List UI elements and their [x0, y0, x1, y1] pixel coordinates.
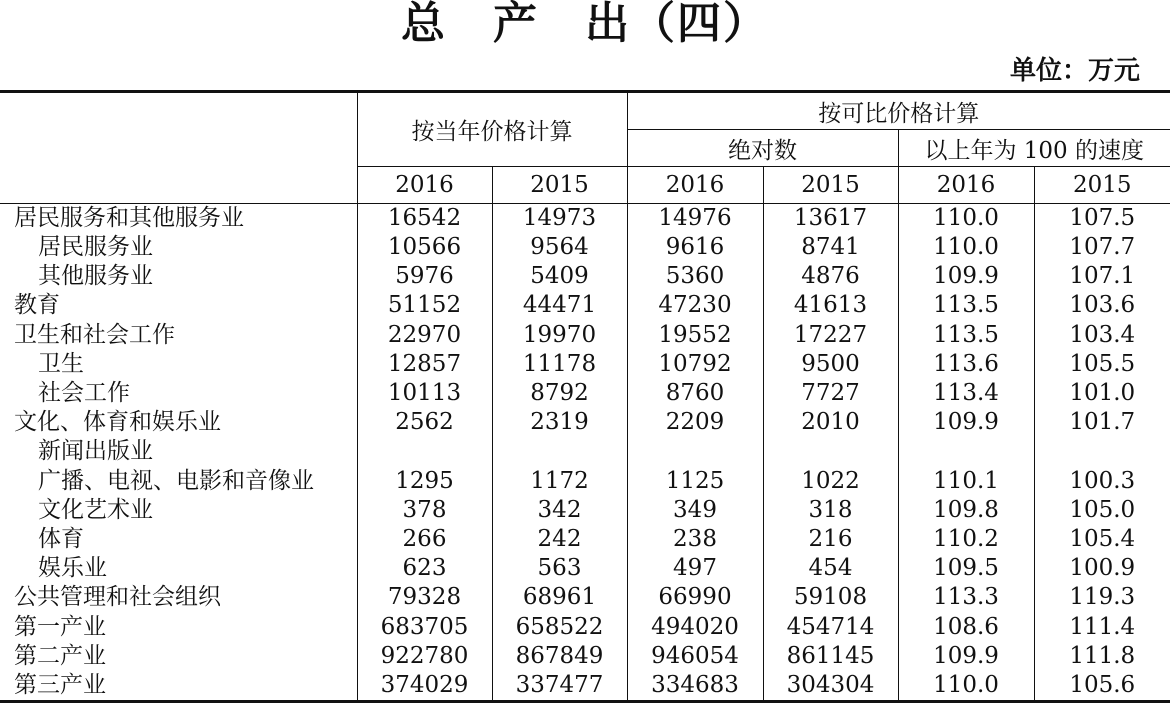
table-cell: 103.6 [1034, 291, 1170, 320]
row-label: 文化、体育和娱乐业 [14, 409, 221, 436]
table-cell: 9500 [763, 350, 898, 379]
table-cell [627, 437, 763, 466]
table-cell: 66990 [627, 583, 763, 612]
table-cell: 101.7 [1034, 408, 1170, 437]
table-row [0, 467, 1170, 496]
row-label: 体育 [38, 525, 84, 552]
table-row [0, 233, 1170, 262]
table-cell: 374029 [357, 671, 492, 702]
row-label: 第三产业 [14, 671, 106, 698]
header-year: 2016 [627, 167, 763, 204]
table-body [0, 204, 1170, 702]
table-row [0, 262, 1170, 291]
table-cell: 1295 [357, 467, 492, 496]
table-cell: 5360 [627, 262, 763, 291]
table-cell: 5976 [357, 262, 492, 291]
table-cell: 109.9 [898, 262, 1034, 291]
table-cell: 349 [627, 496, 763, 525]
table-row [0, 496, 1170, 525]
header-year: 2015 [763, 167, 898, 204]
table-cell: 2319 [492, 408, 627, 437]
table-cell: 109.5 [898, 554, 1034, 583]
header-year: 2015 [1034, 167, 1170, 204]
table-row [0, 554, 1170, 583]
row-label: 新闻出版业 [38, 438, 153, 465]
header-year: 2015 [492, 167, 627, 204]
table-cell: 623 [357, 554, 492, 583]
table-cell: 2562 [357, 408, 492, 437]
table-cell: 16542 [357, 204, 492, 234]
table-cell [1034, 437, 1170, 466]
table-cell: 107.5 [1034, 204, 1170, 234]
table-cell: 10566 [357, 233, 492, 262]
table-cell: 105.4 [1034, 525, 1170, 554]
unit-label: 单位：万元 [1009, 56, 1140, 86]
row-label: 文化艺术业 [38, 496, 153, 523]
table-row [0, 583, 1170, 612]
table-cell: 41613 [763, 291, 898, 320]
table-row [0, 408, 1170, 437]
table-cell: 4876 [763, 262, 898, 291]
table-cell: 110.0 [898, 204, 1034, 234]
table-cell: 51152 [357, 291, 492, 320]
table-cell: 266 [357, 525, 492, 554]
table-cell: 318 [763, 496, 898, 525]
table-row [0, 437, 1170, 466]
table-cell: 113.6 [898, 350, 1034, 379]
table-cell: 216 [763, 525, 898, 554]
table-cell: 44471 [492, 291, 627, 320]
table-cell: 113.5 [898, 321, 1034, 350]
table-cell: 110.0 [898, 671, 1034, 702]
table-cell [357, 437, 492, 466]
table-cell: 108.6 [898, 612, 1034, 641]
table-cell: 107.7 [1034, 233, 1170, 262]
table-cell: 100.3 [1034, 467, 1170, 496]
table-cell: 111.4 [1034, 612, 1170, 641]
table-cell: 13617 [763, 204, 898, 234]
table-cell: 1172 [492, 467, 627, 496]
table-cell: 7727 [763, 379, 898, 408]
table-cell: 119.3 [1034, 583, 1170, 612]
header-growth-rate: 以上年为 100 的速度 [898, 130, 1170, 167]
row-label: 第一产业 [14, 613, 106, 640]
table-cell: 454714 [763, 612, 898, 641]
table-cell: 109.9 [898, 408, 1034, 437]
table-cell: 107.1 [1034, 262, 1170, 291]
header-year: 2016 [898, 167, 1034, 204]
table-cell: 867849 [492, 642, 627, 671]
table-cell: 19970 [492, 321, 627, 350]
table-cell: 103.4 [1034, 321, 1170, 350]
table-row [0, 525, 1170, 554]
table-cell: 101.0 [1034, 379, 1170, 408]
row-label: 教育 [14, 292, 60, 319]
table-cell: 238 [627, 525, 763, 554]
table-cell: 68961 [492, 583, 627, 612]
table-cell: 8760 [627, 379, 763, 408]
table-cell: 8741 [763, 233, 898, 262]
row-label: 公共管理和社会组织 [14, 584, 221, 611]
page-title: 总 产 出（四） [401, 0, 769, 49]
table-cell: 110.2 [898, 525, 1034, 554]
table-cell [492, 437, 627, 466]
header-year: 2016 [357, 167, 492, 204]
table-cell [898, 437, 1034, 466]
row-label: 居民服务和其他服务业 [14, 205, 244, 231]
table-cell: 334683 [627, 671, 763, 702]
table-cell: 658522 [492, 612, 627, 641]
table-cell: 946054 [627, 642, 763, 671]
table-cell: 47230 [627, 291, 763, 320]
table-cell: 9564 [492, 233, 627, 262]
table-cell: 337477 [492, 671, 627, 702]
table-row [0, 291, 1170, 320]
table-cell [763, 437, 898, 466]
table-cell: 10113 [357, 379, 492, 408]
table-cell: 17227 [763, 321, 898, 350]
table-cell: 105.5 [1034, 350, 1170, 379]
header-absolute: 绝对数 [627, 130, 898, 167]
table-cell: 14976 [627, 204, 763, 234]
table-cell: 22970 [357, 321, 492, 350]
table-cell: 242 [492, 525, 627, 554]
table-cell: 79328 [357, 583, 492, 612]
table-cell: 109.8 [898, 496, 1034, 525]
table-cell: 11178 [492, 350, 627, 379]
table-row [0, 642, 1170, 671]
row-label: 广播、电视、电影和音像业 [38, 467, 314, 494]
row-label: 居民服务业 [38, 234, 153, 261]
table-cell: 1125 [627, 467, 763, 496]
table-cell: 105.6 [1034, 671, 1170, 702]
table-cell: 454 [763, 554, 898, 583]
table-cell: 2209 [627, 408, 763, 437]
table-cell: 12857 [357, 350, 492, 379]
table-cell: 922780 [357, 642, 492, 671]
row-label: 其他服务业 [38, 263, 153, 290]
table-cell: 683705 [357, 612, 492, 641]
table-cell: 14973 [492, 204, 627, 234]
table-cell: 9616 [627, 233, 763, 262]
table-cell: 342 [492, 496, 627, 525]
row-label: 娱乐业 [38, 555, 107, 582]
row-label: 卫生和社会工作 [14, 321, 175, 348]
row-label: 卫生 [38, 350, 84, 377]
table-cell: 100.9 [1034, 554, 1170, 583]
table-row [0, 379, 1170, 408]
header-comparable-price: 按可比价格计算 [627, 92, 1170, 130]
table-cell: 494020 [627, 612, 763, 641]
table-cell: 1022 [763, 467, 898, 496]
table-cell: 8792 [492, 379, 627, 408]
table-row [0, 350, 1170, 379]
table-cell: 2010 [763, 408, 898, 437]
table-cell: 497 [627, 554, 763, 583]
table-cell: 304304 [763, 671, 898, 702]
table-cell: 113.4 [898, 379, 1034, 408]
table-cell: 861145 [763, 642, 898, 671]
table-cell: 110.1 [898, 467, 1034, 496]
table-cell: 10792 [627, 350, 763, 379]
table-row [0, 671, 1170, 702]
table-cell: 110.0 [898, 233, 1034, 262]
table-cell: 5409 [492, 262, 627, 291]
table-cell: 113.3 [898, 583, 1034, 612]
row-header-corner [0, 92, 357, 204]
row-label: 第二产业 [14, 642, 106, 669]
table-row [0, 204, 1170, 234]
row-label: 社会工作 [38, 380, 130, 407]
table-cell: 19552 [627, 321, 763, 350]
table-cell: 109.9 [898, 642, 1034, 671]
table-cell: 59108 [763, 583, 898, 612]
table-cell: 111.8 [1034, 642, 1170, 671]
table-cell: 105.0 [1034, 496, 1170, 525]
table-cell: 113.5 [898, 291, 1034, 320]
table-row [0, 612, 1170, 641]
header-current-price: 按当年价格计算 [357, 92, 627, 167]
output-table [0, 90, 1170, 703]
table-row [0, 321, 1170, 350]
table-cell: 563 [492, 554, 627, 583]
table-cell: 378 [357, 496, 492, 525]
